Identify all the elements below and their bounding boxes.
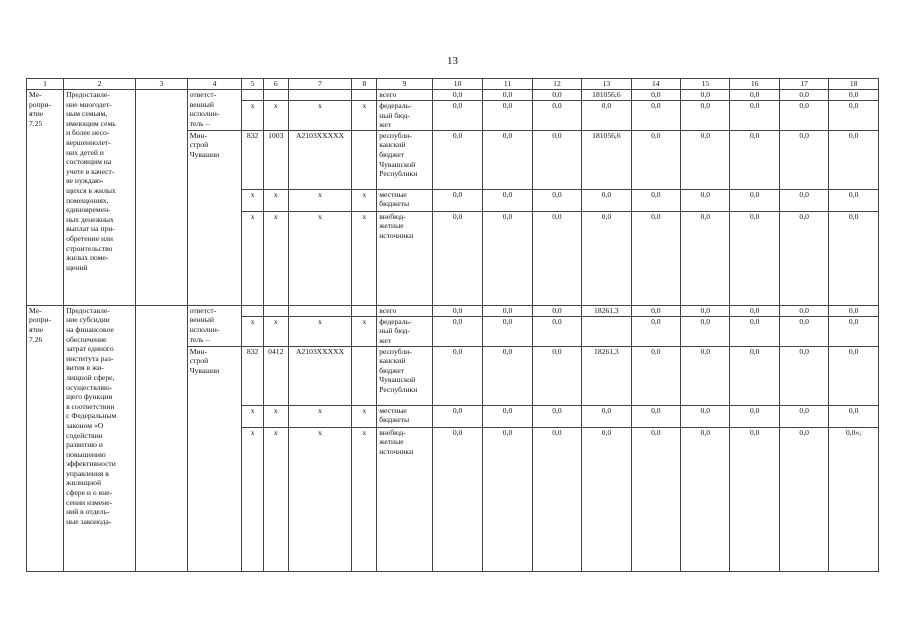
measure-label: Ме- ропри- ятие 7.26 xyxy=(27,305,64,571)
value-col-11: 0,0 xyxy=(483,316,532,346)
grbs-code: x xyxy=(242,405,264,427)
grbs-code: x xyxy=(242,101,264,131)
target-article-code: A2103XXXXX xyxy=(288,130,352,189)
column-number-17: 17 xyxy=(779,79,828,90)
expense-type-code xyxy=(352,90,377,101)
grbs-code xyxy=(242,90,264,101)
expense-type-code: x xyxy=(352,405,377,427)
value-col-17: 0,0 xyxy=(779,346,828,405)
value-col-14: 0,0 xyxy=(631,405,680,427)
value-col-17: 0,0 xyxy=(779,130,828,189)
expense-type-code xyxy=(352,305,377,316)
value-col-16: 0,0 xyxy=(730,101,779,131)
column-number-1: 1 xyxy=(27,79,64,90)
expense-type-code: x xyxy=(352,189,377,211)
value-col-15: 0,0 xyxy=(681,130,730,189)
grbs-code: x xyxy=(242,316,264,346)
value-col-17: 0,0 xyxy=(779,316,828,346)
section-code: x xyxy=(263,189,288,211)
value-col-13: 0,0 xyxy=(582,427,631,571)
column-number-10: 10 xyxy=(432,79,482,90)
measure-description: Предоставле- ние многодет- ным семьям, имеющим семь и более несо- вершеннолет- них детей и состоящим на учете в качест- ве нуждаю- щихся в жилых помещениях, единовремен- ных денежных выплат на при- обретение или строительство жилых поме- щений xyxy=(64,90,136,306)
value-col-17: 0,0 xyxy=(779,101,828,131)
value-col-16: 0,0 xyxy=(730,189,779,211)
table-row xyxy=(27,90,879,101)
grbs-code: x xyxy=(242,211,264,305)
budget-table xyxy=(26,78,879,572)
value-col-14: 0,0 xyxy=(631,346,680,405)
value-col-12: 0,0 xyxy=(532,211,581,305)
value-col-11: 0,0 xyxy=(483,405,532,427)
value-col-13: 181056,6 xyxy=(582,130,631,189)
value-col-17: 0,0 xyxy=(779,211,828,305)
value-col-17: 0,0 xyxy=(779,405,828,427)
target-article-code: x xyxy=(288,101,352,131)
column-number-8: 8 xyxy=(352,79,377,90)
value-col-11: 0,0 xyxy=(483,427,532,571)
value-col-15: 0,0 xyxy=(681,316,730,346)
value-col-11: 0,0 xyxy=(483,305,532,316)
funding-source: всего xyxy=(377,90,433,101)
funding-source: внебюд- жетные источники xyxy=(377,427,433,571)
value-col-12: 0,0 xyxy=(532,189,581,211)
funding-source: всего xyxy=(377,305,433,316)
column-number-16: 16 xyxy=(730,79,779,90)
value-col-17: 0,0 xyxy=(779,90,828,101)
section-code xyxy=(263,90,288,101)
value-col-17: 0,0 xyxy=(779,427,828,571)
value-col-13: 18261,3 xyxy=(582,305,631,316)
grbs-code xyxy=(242,305,264,316)
value-col-10: 0,0 xyxy=(432,101,482,131)
value-col-16: 0,0 xyxy=(730,90,779,101)
value-col-12: 0,0 xyxy=(532,316,581,346)
table-body xyxy=(27,90,879,572)
value-col-18: 0,0 xyxy=(829,405,879,427)
column-number-4: 4 xyxy=(187,79,242,90)
column-number-14: 14 xyxy=(631,79,680,90)
value-col-17: 0,0 xyxy=(779,189,828,211)
funding-source: местные бюджеты xyxy=(377,189,433,211)
value-col-18: 0,0 xyxy=(829,130,879,189)
value-col-13: 181056,6 xyxy=(582,90,631,101)
value-col-10: 0,0 xyxy=(432,405,482,427)
column-number-row xyxy=(27,79,879,90)
value-col-14: 0,0 xyxy=(631,427,680,571)
target-article-code: x xyxy=(288,405,352,427)
expense-type-code: x xyxy=(352,427,377,571)
value-col-15: 0,0 xyxy=(681,211,730,305)
value-col-16: 0,0 xyxy=(730,316,779,346)
value-col-18: 0,0 xyxy=(829,101,879,131)
section-code: x xyxy=(263,316,288,346)
value-col-10: 0,0 xyxy=(432,130,482,189)
value-col-15: 0,0 xyxy=(681,90,730,101)
value-col-10: 0,0 xyxy=(432,427,482,571)
value-col-13: 0,0 xyxy=(582,211,631,305)
expense-type-code: x xyxy=(352,316,377,346)
value-col-12: 0,0 xyxy=(532,346,581,405)
funding-source: внебюд- жетные источники xyxy=(377,211,433,305)
expense-type-code: x xyxy=(352,211,377,305)
value-col-15: 0,0 xyxy=(681,189,730,211)
column-number-5: 5 xyxy=(242,79,264,90)
funding-source: республи- канский бюджет Чувашской Республики xyxy=(377,130,433,189)
column-number-7: 7 xyxy=(288,79,352,90)
target-article-code: x xyxy=(288,316,352,346)
value-col-15: 0,0 xyxy=(681,101,730,131)
measure-label: Ме- ропри- ятие 7.25 xyxy=(27,90,64,306)
value-col-14: 0,0 xyxy=(631,316,680,346)
executor-type: ответст- венный исполни- тель – xyxy=(187,305,242,346)
value-col-11: 0,0 xyxy=(483,346,532,405)
value-col-14: 0,0 xyxy=(631,189,680,211)
value-col-14: 0,0 xyxy=(631,211,680,305)
grbs-code: x xyxy=(242,189,264,211)
section-code: 1003 xyxy=(263,130,288,189)
value-col-16: 0,0 xyxy=(730,427,779,571)
expense-type-code xyxy=(352,130,377,189)
expense-type-code: x xyxy=(352,101,377,131)
value-col-10: 0,0 xyxy=(432,90,482,101)
value-col-16: 0,0 xyxy=(730,405,779,427)
funding-source: республи- канский бюджет Чувашской Республики xyxy=(377,346,433,405)
column-number-3: 3 xyxy=(136,79,188,90)
value-col-12: 0,0 xyxy=(532,305,581,316)
value-col-10: 0,0 xyxy=(432,316,482,346)
value-col-10: 0,0 xyxy=(432,189,482,211)
value-col-15: 0,0 xyxy=(681,427,730,571)
value-col-12: 0,0 xyxy=(532,90,581,101)
section-code: x xyxy=(263,101,288,131)
value-col-15: 0,0 xyxy=(681,405,730,427)
target-article-code xyxy=(288,90,352,101)
value-col-11: 0,0 xyxy=(483,211,532,305)
value-col-13: 18261,3 xyxy=(582,346,631,405)
section-code: x xyxy=(263,427,288,571)
executor-name: Мин- строй Чувашии xyxy=(187,130,242,305)
column-number-12: 12 xyxy=(532,79,581,90)
column-number-9: 9 xyxy=(377,79,433,90)
value-col-18: 0,0 xyxy=(829,305,879,316)
value-col-14: 0,0 xyxy=(631,305,680,316)
page-number: 13 xyxy=(447,55,458,67)
participants-cell xyxy=(136,90,188,306)
grbs-code: x xyxy=(242,427,264,571)
column-number-15: 15 xyxy=(681,79,730,90)
value-col-17: 0,0 xyxy=(779,305,828,316)
value-col-15: 0,0 xyxy=(681,305,730,316)
column-number-6: 6 xyxy=(263,79,288,90)
table-row xyxy=(27,305,879,316)
target-article-code: x xyxy=(288,427,352,571)
target-article-code: x xyxy=(288,211,352,305)
value-col-18: 0,0»; xyxy=(829,427,879,571)
value-col-14: 0,0 xyxy=(631,130,680,189)
value-col-10: 0,0 xyxy=(432,211,482,305)
measure-description: Предоставле- ние субсидии на финансовое обеспечение затрат единого института раз- вития в жи- лищной сфере, осуществляю- щего функции в соответствии с Федеральным законом «О содействии развитию и повышению эффективности управления в жилищной сфере и о вне- сении измене- ний в отдель- ные законода- xyxy=(64,305,136,571)
section-code: x xyxy=(263,405,288,427)
value-col-12: 0,0 xyxy=(532,130,581,189)
value-col-11: 0,0 xyxy=(483,90,532,101)
value-col-18: 0,0 xyxy=(829,189,879,211)
funding-source: местные бюджеты xyxy=(377,405,433,427)
value-col-11: 0,0 xyxy=(483,130,532,189)
section-code: 0412 xyxy=(263,346,288,405)
funding-source: федераль- ный бюд- жет xyxy=(377,316,433,346)
value-col-10: 0,0 xyxy=(432,305,482,316)
value-col-12: 0,0 xyxy=(532,405,581,427)
executor-name: Мин- строй Чувашии xyxy=(187,346,242,571)
value-col-18: 0,0 xyxy=(829,316,879,346)
value-col-12: 0,0 xyxy=(532,101,581,131)
value-col-14: 0,0 xyxy=(631,90,680,101)
value-col-13: 0,0 xyxy=(582,405,631,427)
value-col-16: 0,0 xyxy=(730,346,779,405)
target-article-code: A2103XXXXX xyxy=(288,346,352,405)
column-number-2: 2 xyxy=(64,79,136,90)
value-col-16: 0,0 xyxy=(730,211,779,305)
value-col-13 xyxy=(582,316,631,346)
column-number-18: 18 xyxy=(829,79,879,90)
value-col-11: 0,0 xyxy=(483,101,532,131)
value-col-18: 0,0 xyxy=(829,211,879,305)
value-col-13: 0,0 xyxy=(582,189,631,211)
value-col-11: 0,0 xyxy=(483,189,532,211)
value-col-16: 0,0 xyxy=(730,305,779,316)
value-col-18: 0,0 xyxy=(829,346,879,405)
grbs-code: 832 xyxy=(242,346,264,405)
section-code: x xyxy=(263,211,288,305)
value-col-12: 0,0 xyxy=(532,427,581,571)
section-code xyxy=(263,305,288,316)
value-col-18: 0,0 xyxy=(829,90,879,101)
value-col-14: 0,0 xyxy=(631,101,680,131)
expense-type-code xyxy=(352,346,377,405)
value-col-10: 0,0 xyxy=(432,346,482,405)
value-col-16: 0,0 xyxy=(730,130,779,189)
target-article-code xyxy=(288,305,352,316)
column-number-11: 11 xyxy=(483,79,532,90)
grbs-code: 832 xyxy=(242,130,264,189)
funding-source: федераль- ный бюд- жет xyxy=(377,101,433,131)
value-col-13: 0,0 xyxy=(582,101,631,131)
executor-type: ответст- венный исполни- тель – xyxy=(187,90,242,131)
participants-cell xyxy=(136,305,188,571)
target-article-code: x xyxy=(288,189,352,211)
value-col-15: 0,0 xyxy=(681,346,730,405)
column-number-13: 13 xyxy=(582,79,631,90)
